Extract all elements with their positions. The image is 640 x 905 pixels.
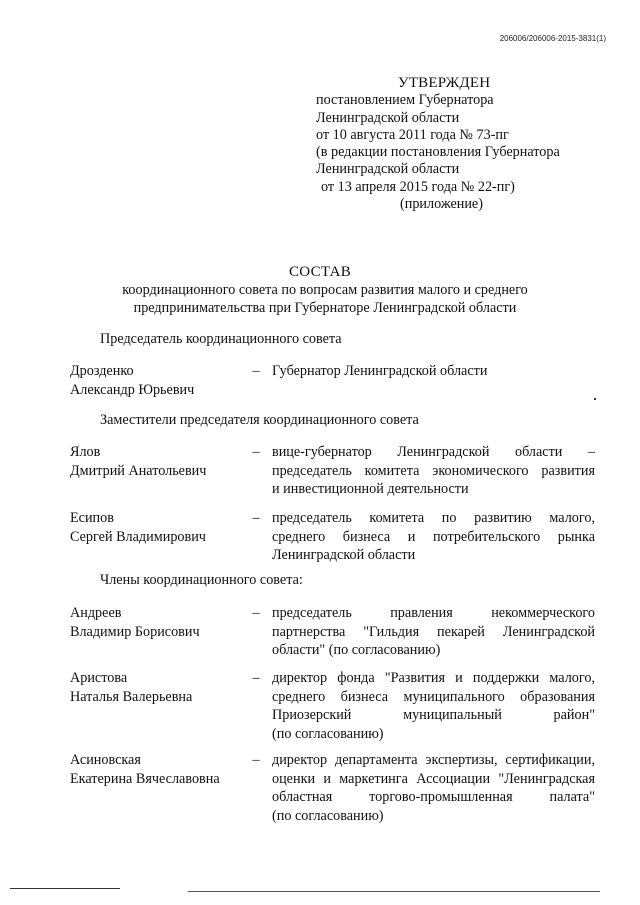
member-name <box>70 751 250 788</box>
name-line: Александр Юрьевич <box>70 381 195 398</box>
member-role <box>272 509 595 565</box>
member-name <box>70 362 250 399</box>
name-line: Аристова <box>70 670 128 686</box>
role-line: области" (по согласованию) <box>272 642 441 658</box>
name-line: Дмитрий Анатольевич <box>70 462 207 479</box>
approval-block <box>316 75 606 213</box>
name-line: Екатерина Вячеславовна <box>70 770 220 787</box>
role-line: оценки и маркетинга Ассоциации "Ленинградская <box>272 770 595 787</box>
document-title: СОСТАВ <box>288 264 352 280</box>
dash-separator: – <box>252 670 260 686</box>
role-line: Губернатор Ленинградской области <box>272 363 488 379</box>
name-line: Дрозденко <box>70 363 134 379</box>
role-line: директор департамента экспертизы, сертификации, <box>272 752 595 768</box>
section-deputies: Заместители председателя координационного совета <box>100 412 419 428</box>
dash-separator: – <box>252 752 260 768</box>
role-line: председатель комитета экономического развития <box>272 462 595 479</box>
name-line: Ялов <box>70 444 101 460</box>
role-line: среднего бизнеса муниципального образования <box>272 688 595 705</box>
role-line: председатель правления некоммерческого <box>272 605 595 621</box>
role-line: Приозерский муниципальный район" <box>272 707 595 723</box>
name-line: Владимир Борисович <box>70 623 200 640</box>
approval-line: от 13 апреля 2015 года № 22-пг) <box>321 178 515 195</box>
approval-line: от 10 августа 2011 года № 73-пг <box>316 126 509 143</box>
subtitle-line: предпринимательства при Губернаторе Ленинградской области <box>133 299 517 316</box>
approval-heading: УТВЕРЖДЕН <box>398 75 491 91</box>
role-line: вице-губернатор Ленинградской области – <box>272 444 595 460</box>
subtitle-line: координационного совета по вопросам развития малого и среднего <box>122 282 528 298</box>
dash-separator: – <box>252 363 260 379</box>
role-line: среднего бизнеса и потребительского рынка <box>272 528 595 545</box>
role-line: (по согласованию) <box>272 725 384 742</box>
name-line: Асиновская <box>70 752 141 768</box>
document-subtitle <box>80 282 570 317</box>
member-name <box>70 604 250 641</box>
member-role <box>272 362 595 381</box>
role-line: областная торгово-промышленная палата" <box>272 789 595 805</box>
section-chair: Председатель координационного совета <box>100 331 342 347</box>
member-role <box>272 443 595 499</box>
name-line: Наталья Валерьевна <box>70 688 193 705</box>
approval-line: (приложение) <box>400 196 483 213</box>
speck-mark <box>594 398 596 400</box>
footer-rule <box>188 891 600 892</box>
approval-line: постановлением Губернатора <box>316 92 494 109</box>
role-line: (по согласованию) <box>272 807 384 824</box>
dash-separator: – <box>252 605 260 621</box>
approval-line: (в редакции постановления Губернатора <box>316 144 560 161</box>
name-line: Есипов <box>70 510 114 526</box>
member-name <box>70 669 250 706</box>
dash-separator: – <box>252 510 260 526</box>
name-line: Андреев <box>70 605 122 621</box>
role-line: директор фонда "Развития и поддержки малого, <box>272 670 595 686</box>
role-line: председатель комитета по развитию малого, <box>272 510 595 526</box>
approval-line: Ленинградской области <box>316 161 460 178</box>
document-id: 206006/206006-2015-3831(1) <box>499 34 606 43</box>
approval-line: Ленинградской области <box>316 109 460 126</box>
name-line: Сергей Владимирович <box>70 528 206 545</box>
role-line: партнерства "Гильдия пекарей Ленинградской <box>272 623 595 640</box>
footer-rule <box>10 888 120 889</box>
member-name <box>70 443 250 480</box>
member-role <box>272 751 595 825</box>
section-members: Члены координационного совета: <box>100 572 303 588</box>
role-line: Ленинградской области <box>272 547 416 563</box>
member-role <box>272 669 595 743</box>
member-role <box>272 604 595 660</box>
member-name <box>70 509 250 546</box>
role-line: и инвестиционной деятельности <box>272 481 469 497</box>
dash-separator: – <box>252 444 260 460</box>
